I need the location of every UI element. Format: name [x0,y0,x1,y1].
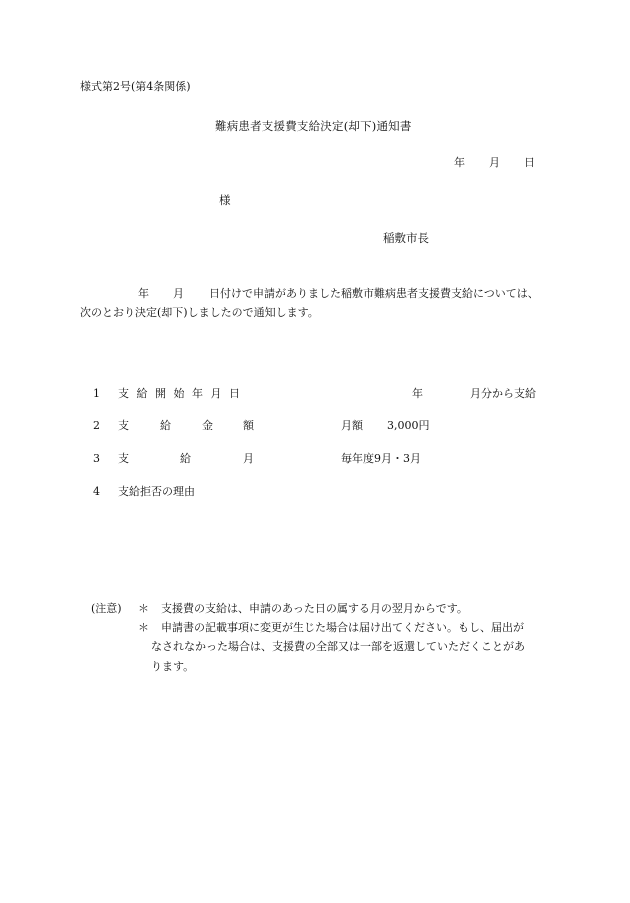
body-line1: 日付けで申請がありました稲敷市難病患者支援費支給については、 [209,287,539,300]
form-number: 様式第2号(第4条関係) [80,80,191,93]
item-label-part: 金 [202,419,213,432]
date-month-label: 月 [489,156,500,169]
item-value-rest: 月分から支給 [470,387,536,400]
notes-label: (注意) [91,602,122,615]
note-text: 申請書の記載事項に変更が生じた場合は届け出てください。もし、届出が [161,621,524,634]
addressee-suffix: 様 [219,193,231,207]
body-year-label: 年 [138,287,149,300]
item-label-part: 給 [180,452,191,465]
asterisk-icon: ＊ [138,621,149,634]
asterisk-icon: ＊ [138,602,149,615]
item-value-amount: 3,000円 [387,419,430,432]
body-line2: 次のとおり決定(却下)しましたので通知します。 [80,306,319,319]
date-year-label: 年 [454,156,465,169]
item-label-part: 支 [118,452,129,465]
item-number: 2 [93,419,100,432]
item-label: 支給拒否の理由 [118,485,195,498]
item-label-part: 額 [243,419,254,432]
body-month-label: 月 [173,287,184,300]
item-number: 3 [93,452,100,465]
item-label: 支給開始年月日 [118,387,248,400]
note-text: なされなかった場合は、支援費の全部又は一部を返還していただくことがあ [151,640,525,653]
document-title: 難病患者支援費支給決定(却下)通知書 [215,119,412,133]
item-number: 1 [93,387,100,400]
item-label-part: 給 [160,419,171,432]
item-number: 4 [93,485,100,498]
date-day-label: 日 [524,156,535,169]
item-label-part: 支 [118,419,129,432]
note-text: ります。 [151,660,195,673]
item-label-part: 月 [243,452,254,465]
item-value-year: 年 [412,387,423,400]
item-value: 毎年度9月・3月 [341,452,421,465]
item-value-label: 月額 [341,419,363,432]
issuer: 稲敷市長 [383,231,429,245]
note-text: 支援費の支給は、申請のあった日の属する月の翌月からです。 [161,602,468,615]
